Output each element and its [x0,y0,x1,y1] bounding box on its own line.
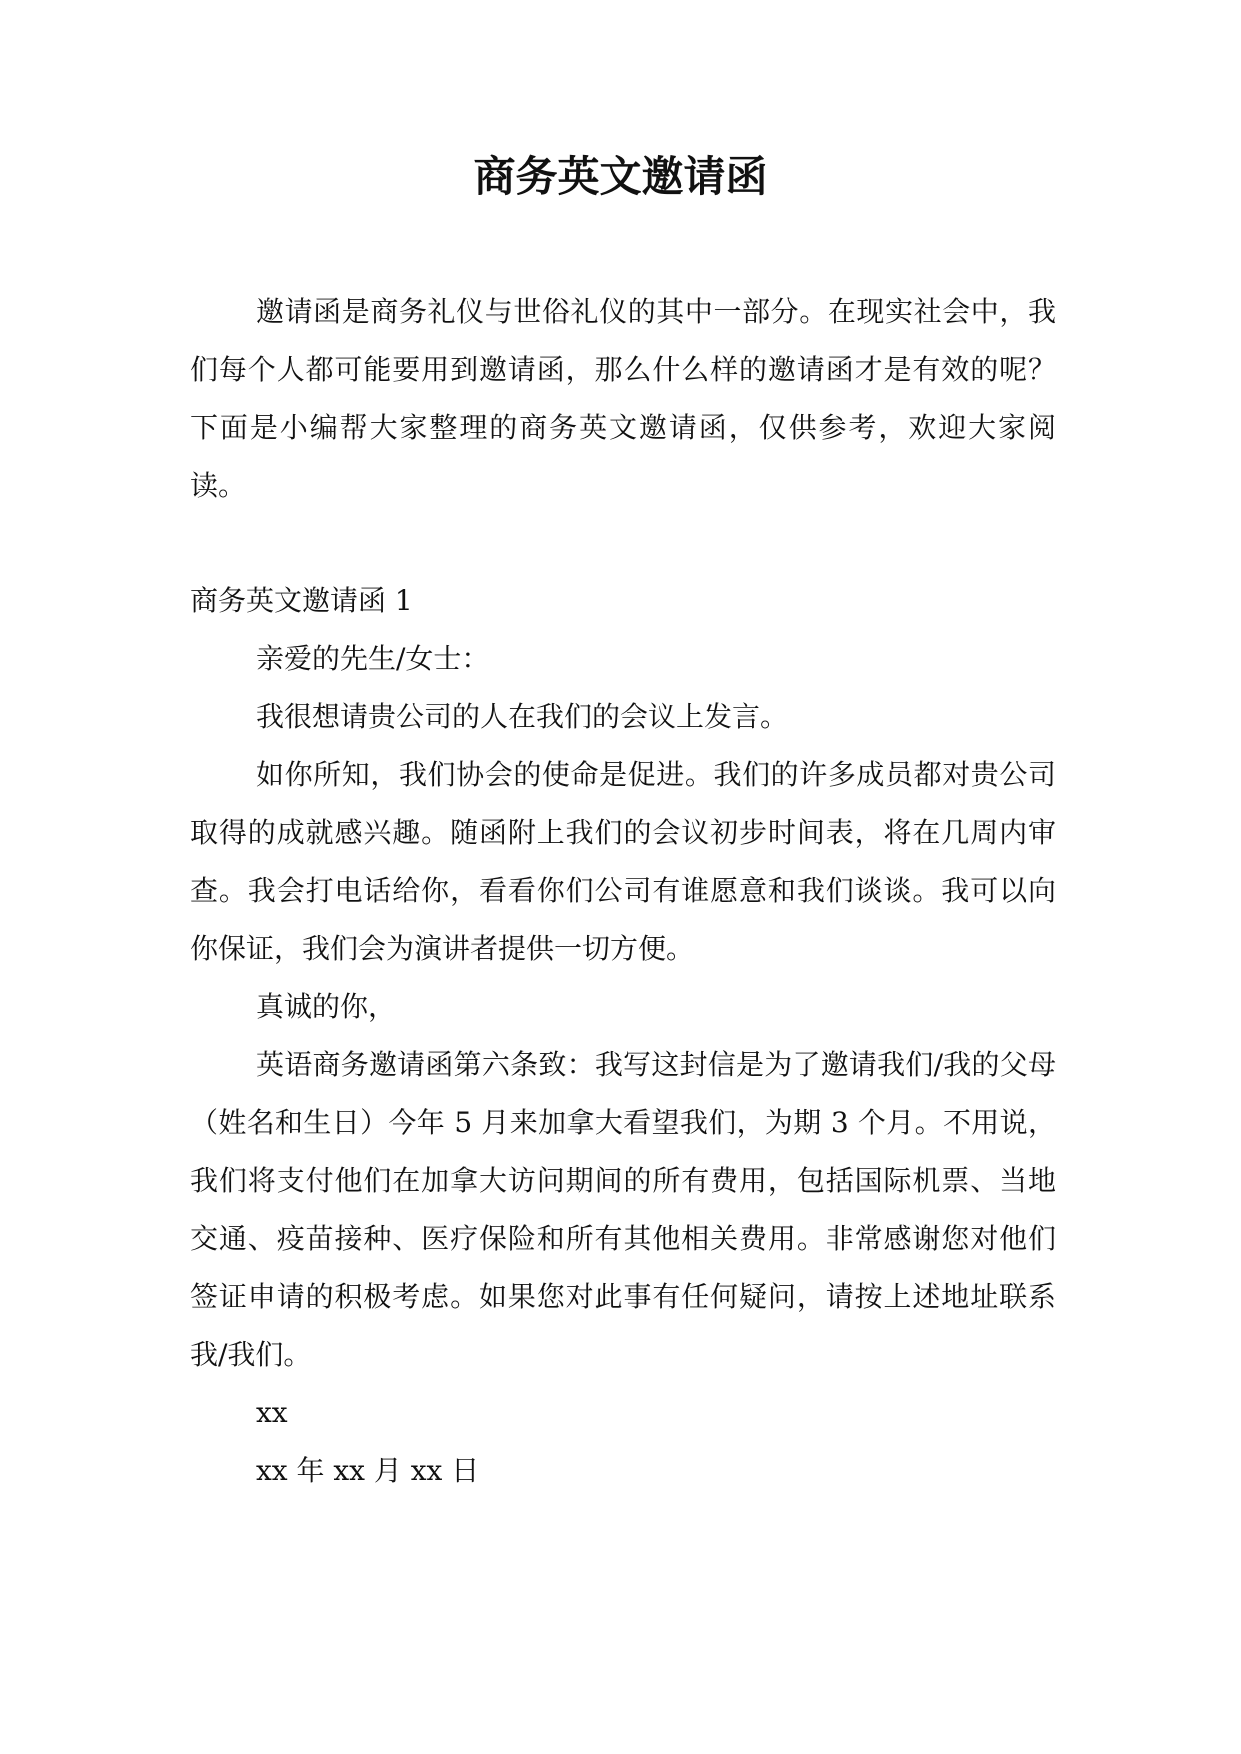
body-paragraph-1: 我很想请贵公司的人在我们的会议上发言。 [256,700,789,733]
document-body [190,283,1056,1500]
body-paragraph-2: 如你所知，我们协会的使命是促进。我们的许多成员都对贵公司取得的成就感兴趣。随函附上我们的会议初步时间表，将在几周内审查。我会打电话给你，看看你们公司有谁愿意和我们谈谈。我可以向你保证，我们会为演讲者提供一切方便。 [190,758,1056,965]
document-title: 商务英文邀请函 [473,152,768,201]
signature: xx [256,1396,288,1429]
closing-line: 真诚的你， [256,990,397,1023]
section-heading: 商务英文邀请函 1 [190,584,413,617]
salutation: 亲爱的先生/女士： [256,642,490,675]
date-line: xx 年 xx 月 xx 日 [256,1454,480,1487]
body-paragraph-3: 英语商务邀请函第六条致：我写这封信是为了邀请我们/我的父母（姓名和生日）今年 5 月来加拿大看望我们，为期 3 个月。不用说，我们将支付他们在加拿大访问期间的所有费用，包括国际机票、当地交通、疫苗接种、医疗保险和所有其他相关费用。非常感谢您对他们签证申请的积极考虑。如果您对此事有任何疑问，请按上述地址联系我/我们。 [190,1048,1056,1371]
intro-paragraph: 邀请函是商务礼仪与世俗礼仪的其中一部分。在现实社会中，我们每个人都可能要用到邀请函，那么什么样的邀请函才是有效的呢？下面是小编帮大家整理的商务英文邀请函，仅供参考，欢迎大家阅读。 [190,295,1056,502]
